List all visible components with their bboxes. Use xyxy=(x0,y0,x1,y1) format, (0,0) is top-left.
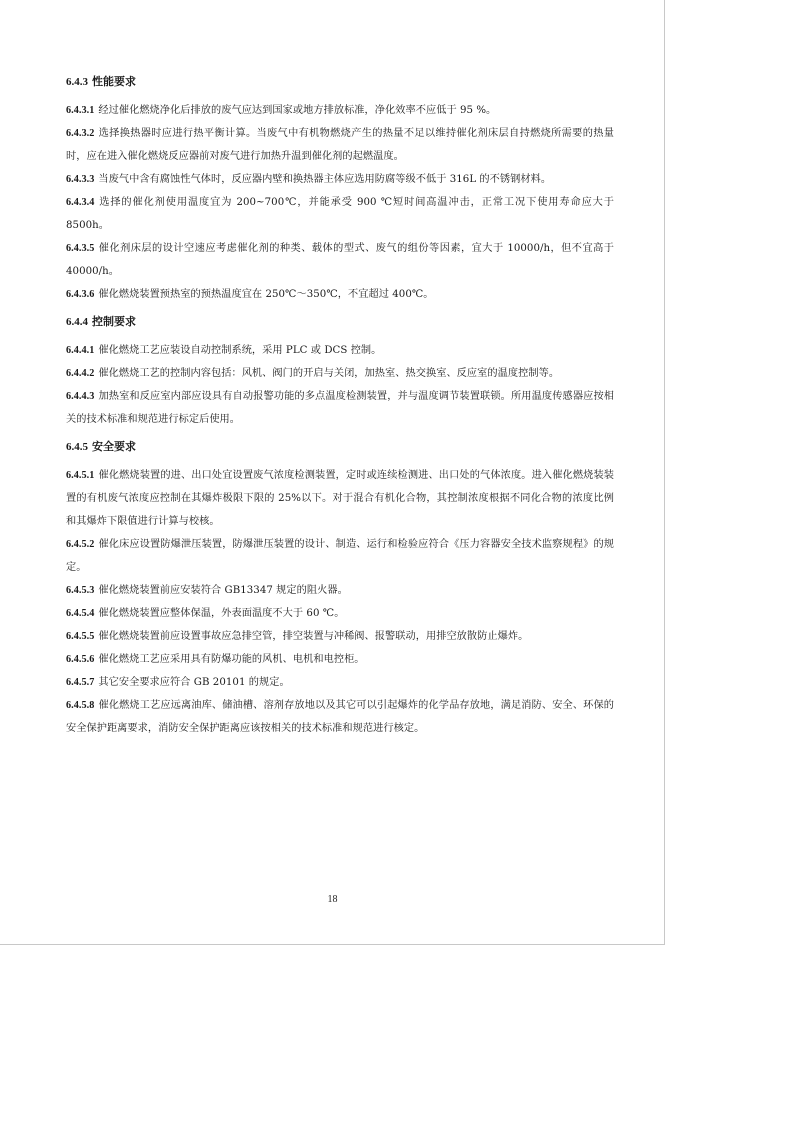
clause-6-4-5-6 xyxy=(66,648,614,671)
clause-text: 催化燃烧装置前应设置事故应急排空管，排空装置与冲稀阀、报警联动，用排空放散防止爆炸。 xyxy=(98,631,529,642)
clause-6-4-3-1 xyxy=(66,99,614,122)
clause-number: 6.4.5.5 xyxy=(66,631,95,642)
clause-6-4-5-4 xyxy=(66,602,614,625)
clause-6-4-4-3 xyxy=(66,385,614,431)
clause-text: 催化燃烧装置预热室的预热温度宜在 250℃～350℃，不宜超过 400℃。 xyxy=(98,289,434,300)
clause-text: 选择的催化剂使用温度宜为 200~700℃，并能承受 900 ℃短时间高温冲击，正常工况下使用寿命应大于 8500h。 xyxy=(66,197,614,231)
clause-text: 选择换热器时应进行热平衡计算。当废气中有机物燃烧产生的热量不足以维持催化剂床层自持燃烧所需要的热量时，应在进入催化燃烧反应器前对废气进行加热升温到催化剂的起燃温度。 xyxy=(66,128,614,162)
clause-number: 6.4.3.6 xyxy=(66,289,95,300)
clause-6-4-3-4 xyxy=(66,191,614,237)
clause-number: 6.4.3.4 xyxy=(66,197,95,208)
document-body xyxy=(66,74,614,748)
clause-number: 6.4.5.3 xyxy=(66,585,95,596)
section-heading-title: 控制要求 xyxy=(92,315,136,328)
clause-6-4-5-7 xyxy=(66,671,614,694)
clause-text: 催化燃烧工艺应远离油库、储油槽、溶剂存放地以及其它可以引起爆炸的化学品存放地，满足消防、安全、环保的安全保护距离要求，消防安全保护距离应该按相关的技术标准和规范进行核定。 xyxy=(66,700,614,734)
clause-6-4-3-5 xyxy=(66,237,614,283)
section-heading-number: 6.4.4 xyxy=(66,316,88,328)
clause-number: 6.4.5.6 xyxy=(66,654,95,665)
clause-text: 加热室和反应室内部应设具有自动报警功能的多点温度检测装置，并与温度调节装置联锁。所用温度传感器应按相关的技术标准和规范进行标定后使用。 xyxy=(66,391,614,425)
clause-text: 催化剂床层的设计空速应考虑催化剂的种类、载体的型式、废气的组份等因素，宜大于 10000/h，但不宜高于 40000/h。 xyxy=(66,243,614,277)
clause-text: 催化燃烧装置应整体保温，外表面温度不大于 60 ℃。 xyxy=(98,608,345,619)
clause-6-4-3-3 xyxy=(66,168,614,191)
clause-6-4-5-3 xyxy=(66,579,614,602)
clause-number: 6.4.3.1 xyxy=(66,105,95,116)
clause-text: 催化燃烧工艺应装设自动控制系统，采用 PLC 或 DCS 控制。 xyxy=(98,345,382,356)
section-heading-number: 6.4.3 xyxy=(66,76,88,88)
section-6-4-4 xyxy=(66,314,614,431)
clause-6-4-5-1 xyxy=(66,464,614,533)
clause-6-4-5-8 xyxy=(66,694,614,740)
clause-text: 催化燃烧装置的进、出口处宜设置废气浓度检测装置，定时或连续检测进、出口处的气体浓度。进入催化燃烧装装置的有机废气浓度应控制在其爆炸极限下限的 25%以下。对于混合有机化合物，其控制浓度根据不同化合物的浓度比例和其爆炸下限值进行计算与校核。 xyxy=(66,470,614,527)
clause-number: 6.4.3.5 xyxy=(66,243,95,254)
page-number: 18 xyxy=(327,894,338,905)
clause-text: 经过催化燃烧净化后排放的废气应达到国家或地方排放标准，净化效率不应低于 95 %。 xyxy=(98,105,497,116)
clause-number: 6.4.5.2 xyxy=(66,539,95,550)
section-heading-title: 安全要求 xyxy=(92,440,136,453)
clause-6-4-4-1 xyxy=(66,339,614,362)
clause-text: 其它安全要求应符合 GB 20101 的规定。 xyxy=(98,677,290,688)
section-heading xyxy=(66,439,614,455)
clause-number: 6.4.5.4 xyxy=(66,608,95,619)
clause-text: 催化燃烧工艺的控制内容包括：风机、阀门的开启与关闭，加热室、热交换室、反应室的温度控制等。 xyxy=(98,368,560,379)
clause-6-4-5-2 xyxy=(66,533,614,579)
section-heading-number: 6.4.5 xyxy=(66,441,88,453)
section-6-4-5 xyxy=(66,439,614,740)
section-heading xyxy=(66,74,614,90)
clause-6-4-3-2 xyxy=(66,122,614,168)
clause-6-4-3-6 xyxy=(66,283,614,306)
clause-6-4-4-2 xyxy=(66,362,614,385)
clause-number: 6.4.5.1 xyxy=(66,470,95,481)
clause-text: 催化燃烧工艺应采用具有防爆功能的风机、电机和电控柜。 xyxy=(98,654,365,665)
clause-number: 6.4.5.8 xyxy=(66,700,95,711)
clause-text: 催化燃烧装置前应安装符合 GB13347 规定的阻火器。 xyxy=(98,585,348,596)
clause-number: 6.4.3.3 xyxy=(66,174,95,185)
clause-number: 6.4.4.3 xyxy=(66,391,95,402)
clause-number: 6.4.3.2 xyxy=(66,128,95,139)
section-6-4-3 xyxy=(66,74,614,306)
clause-number: 6.4.5.7 xyxy=(66,677,95,688)
clause-text: 催化床应设置防爆泄压装置，防爆泄压装置的设计、制造、运行和检验应符合《压力容器安全技术监察规程》的规定。 xyxy=(66,539,614,573)
clause-number: 6.4.4.1 xyxy=(66,345,95,356)
clause-6-4-5-5 xyxy=(66,625,614,648)
section-heading-title: 性能要求 xyxy=(92,75,136,88)
clause-text: 当废气中含有腐蚀性气体时，反应器内壁和换热器主体应选用防腐等级不低于 316L 的不锈钢材料。 xyxy=(98,174,552,185)
section-heading xyxy=(66,314,614,330)
clause-number: 6.4.4.2 xyxy=(66,368,95,379)
